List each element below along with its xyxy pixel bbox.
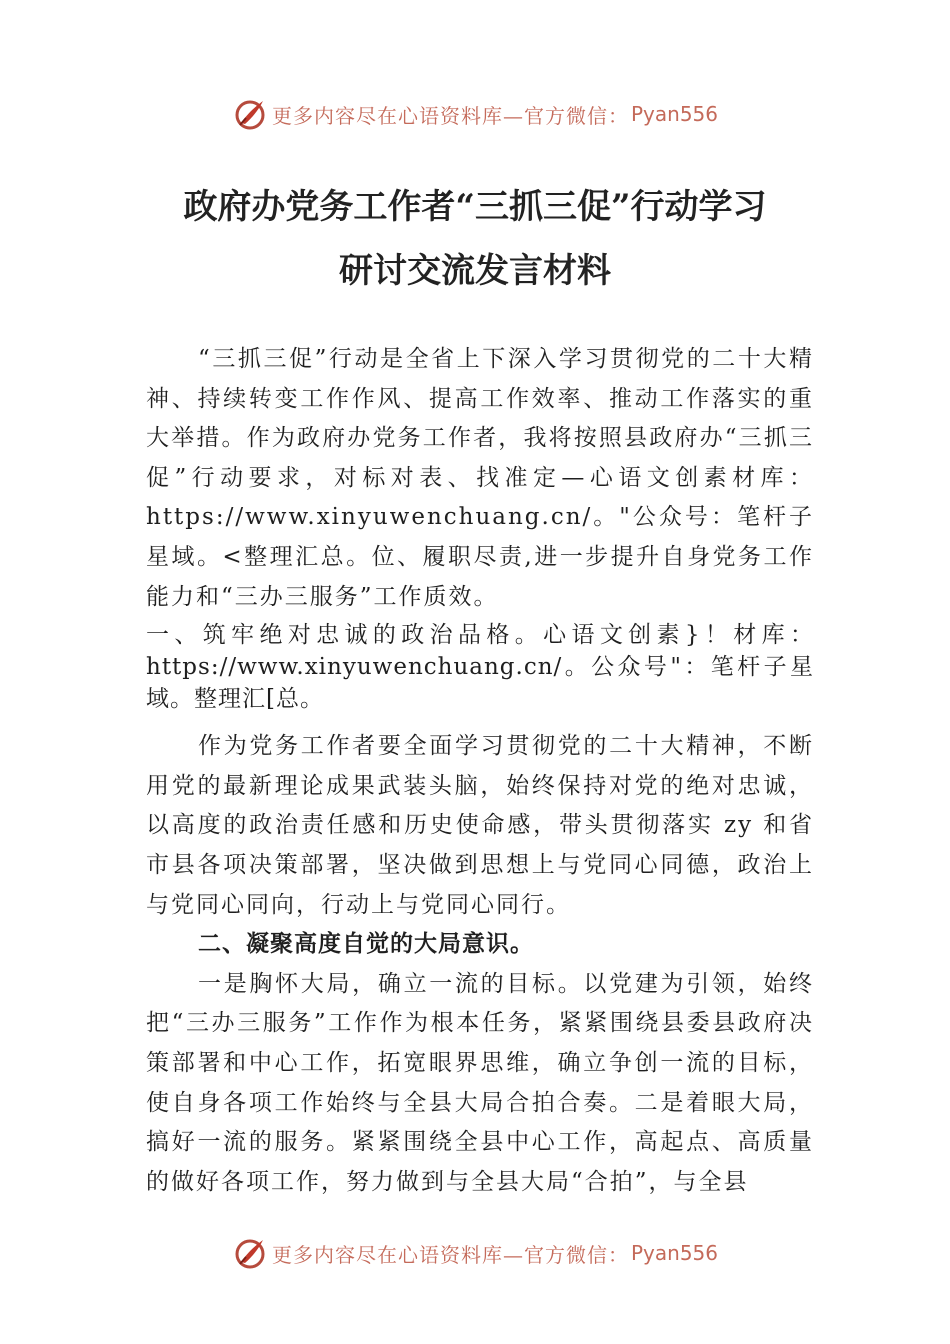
document-title-line2: 研讨交流发言材料	[339, 251, 611, 291]
document-title-line1: 政府办党务工作者“三抓三促”行动学习	[183, 187, 767, 227]
section-two-paragraph: 一是胸怀大局，确立一流的目标。以党建为引领，始终把“三办三服务”工作作为根本任务，紧紧围绕县委县政府决策部署和中心工作，拓宽眼界思维，确立争创一流的目标， 使自身各项工作始终与全县大局合拍合奏。二是着眼大局， 搞好一流的服务。紧紧围绕全县中心工作，高起点、高质量的做好各项工作，努力做到与全县大局“合拍”，与全县	[146, 970, 814, 1195]
watermark-wechat-id: Pyan556	[630, 102, 718, 126]
section-two-heading: 二、凝聚高度自觉的大局意识。	[198, 931, 534, 958]
intro-paragraph: “三抓三促”行动是全省上下深入学习贯彻党的二十大精神、持续转变工作作风、提高工作效率、推动工作落实的重大举措。作为政府办党务工作者，我将按照县政府办“三抓三促”行动要求，对标对表、找准定—心语文创素材库：https://www.xinyuwenchuang.cn/。"公众号：笔杆子星域。<整理汇总。位、履职尽责,进一步提升自身党务工作能力和“三办三服务”工作质效。	[146, 346, 814, 610]
watermark-banner-top	[0, 94, 950, 134]
document-body	[146, 340, 814, 1202]
watermark-text: 更多内容尽在心语资料库—官方微信：	[271, 1242, 629, 1267]
quill-logo-icon	[232, 96, 268, 132]
section-one-paragraph: 作为党务工作者要全面学习贯彻党的二十大精神，不断用党的最新理论成果武装头脑，始终保持对党的绝对忠诚， 以高度的政治责任感和历史使命感，带头贯彻落实 zy 和省市县各项决策部署，坚决做到思想上与党同心同德，政治上与党同心同向，行动上与党同心同行。	[146, 733, 814, 918]
watermark-wechat-id: Pyan556	[630, 1241, 718, 1265]
watermark-text: 更多内容尽在心语资料库—官方微信：	[271, 103, 629, 128]
quill-logo-icon	[232, 1235, 268, 1271]
section-one-heading: 一、筑牢绝对忠诚的政治品格。心语文创素}！材库：https://www.xinyuwenchuang.cn/。公众号"：笔杆子星域。整理汇[总。	[146, 622, 814, 713]
watermark-banner-bottom	[0, 1233, 950, 1273]
